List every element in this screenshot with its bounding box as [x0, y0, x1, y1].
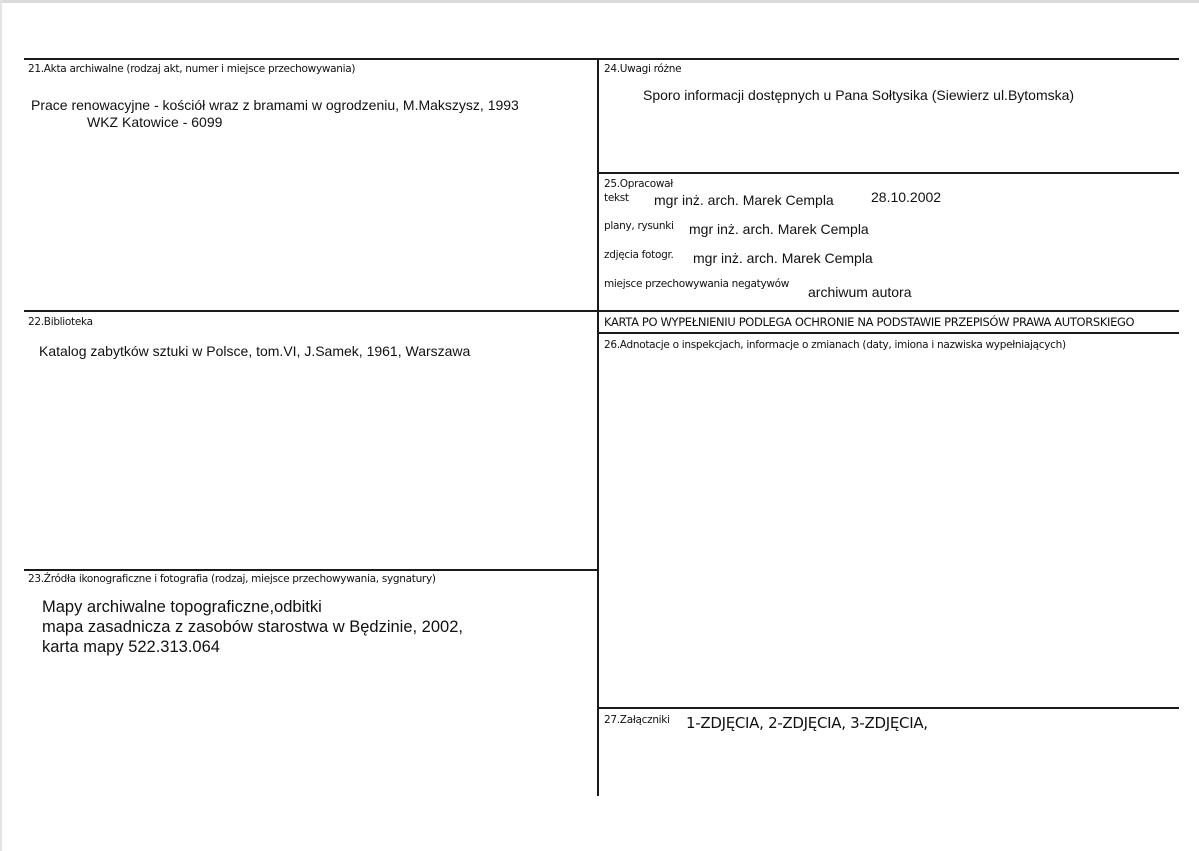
- section-23-line2: mapa zasadnicza z zasobów starostwa w Będzinie, 2002,: [42, 618, 463, 636]
- section-24-line1: Sporo informacji dostępnych u Pana Sołtysika (Siewierz ul.Bytomska): [643, 87, 1075, 103]
- plans-label: plany, rysunki: [604, 220, 674, 232]
- section-23-line1: Mapy archiwalne topograficzne,odbitki: [42, 598, 322, 616]
- section-21-label: 21.Akta archiwalne (rodzaj akt, numer i miejsce przechowywania): [28, 63, 356, 75]
- rule-25: [598, 172, 1179, 174]
- negatives-label: miejsce przechowywania negatywów: [604, 278, 790, 290]
- section-22-label: 22.Biblioteka: [28, 316, 93, 328]
- rule-27: [598, 707, 1179, 709]
- rule-22: [24, 310, 598, 312]
- rule-23: [24, 569, 598, 571]
- section-27-label: 27.Załączniki: [604, 714, 670, 726]
- section-21-line1: Prace renowacyjne - kościół wraz z bramami w ogrodzeniu, M.Makszysz, 1993: [31, 97, 519, 113]
- author-text-value: mgr inż. arch. Marek Cempla: [654, 192, 834, 208]
- section-24-label: 24.Uwagi różne: [604, 63, 682, 75]
- top-rule: [24, 58, 1179, 60]
- plans-value: mgr inż. arch. Marek Cempla: [689, 221, 869, 237]
- rule-notice-top: [598, 310, 1179, 312]
- author-date: 28.10.2002: [871, 189, 942, 205]
- attachments-value: 1-ZDJĘCIA, 2-ZDJĘCIA, 3-ZDJĘCIA,: [686, 714, 928, 732]
- section-23-line3: karta mapy 522.313.064: [42, 638, 220, 656]
- author-text-label: tekst: [604, 192, 629, 204]
- photos-label: zdjęcia fotogr.: [604, 249, 674, 261]
- center-divider: [597, 58, 599, 796]
- section-26-label: 26.Adnotacje o inspekcjach, informacje o zmianach (daty, imiona i nazwiska wypełniających): [604, 339, 1066, 351]
- photos-value: mgr inż. arch. Marek Cempla: [693, 250, 873, 266]
- copyright-notice: KARTA PO WYPEŁNIENIU PODLEGA OCHRONIE NA PODSTAWIE PRZEPISÓW PRAWA AUTORSKIEGO: [604, 315, 1135, 329]
- rule-26: [598, 332, 1179, 334]
- section-21-line2: WKZ Katowice - 6099: [87, 114, 223, 130]
- section-23-label: 23.Źródła ikonograficzne i fotografia (rodzaj, miejsce przechowywania, sygnatury): [28, 573, 436, 585]
- scan-edge-left: [0, 0, 2, 851]
- section-25-label: 25.Opracował: [604, 178, 673, 190]
- negatives-value: archiwum autora: [808, 284, 912, 300]
- scan-edge-top: [0, 0, 1199, 3]
- section-22-line1: Katalog zabytków sztuki w Polsce, tom.VI, J.Samek, 1961, Warszawa: [39, 343, 471, 359]
